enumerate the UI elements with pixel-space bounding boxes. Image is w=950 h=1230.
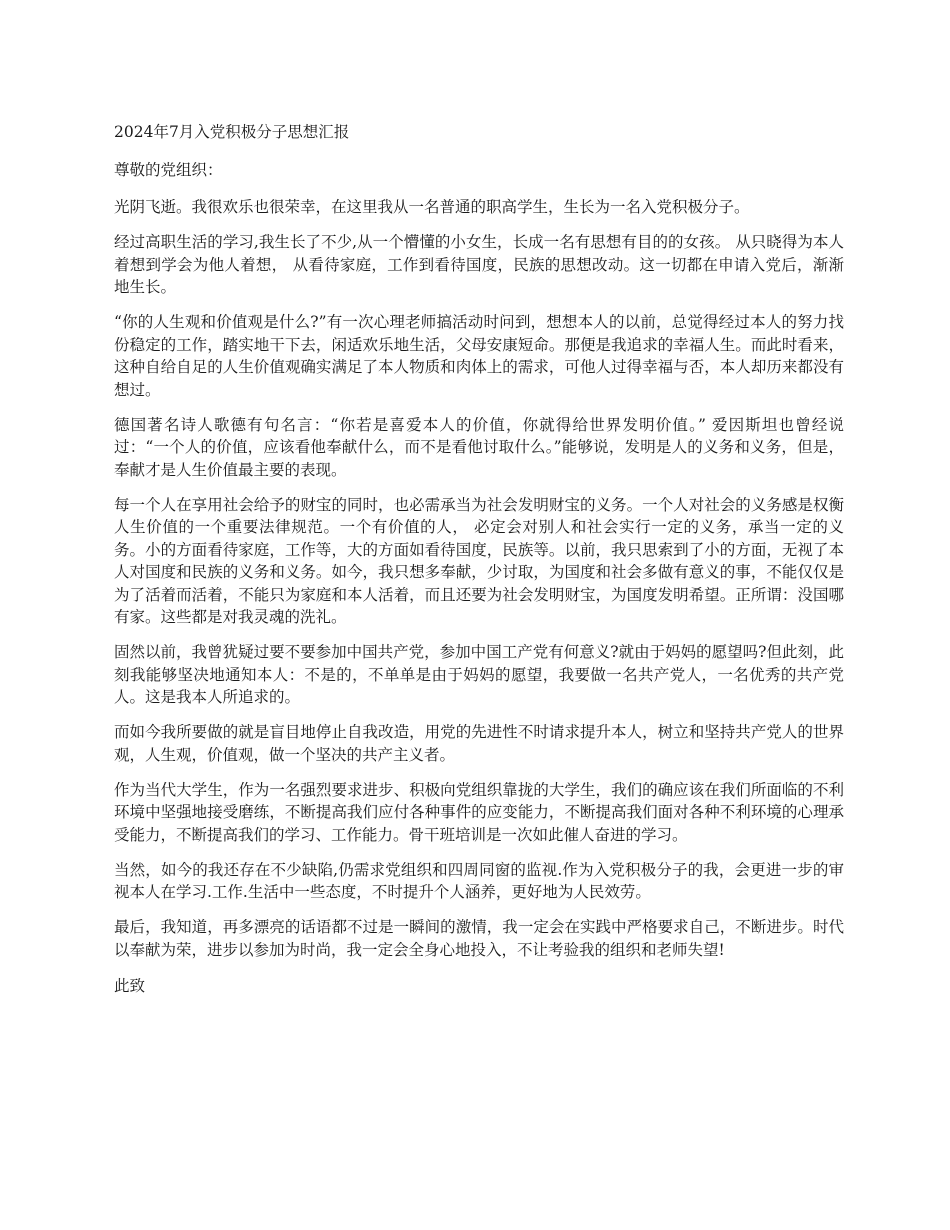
salutation: 尊敬的党组织： [114,161,223,179]
paragraph-7: 而如今我所要做的就是盲目地停止自我改造，用党的先进性不时请求提升本人，树立和坚持共产党人的世界观，人生观，价值观，做一个坚决的共产主义者。 [114,723,844,764]
document-title: 2024年7月入党积极分子思想汇报 [114,123,350,141]
paragraph-8: 作为当代大学生，作为一名强烈要求进步、积极向党组织靠拢的大学生，我们的确应该在我们所面临的不利环境中坚强地接受磨练，不断提高我们应付各种事件的应变能力，不断提高我们面对各种不利环境的心理承受能力，不断提高我们的学习、工作能力。骨干班培训是一次如此催人奋进的学习。 [114,780,844,844]
paragraph-3: “你的人生观和价值观是什么?”有一次心理老师搞活动时问到，想想本人的以前，总觉得经过本人的努力找份稳定的工作，踏实地干下去，闲适欢乐地生活，父母安康短命。那便是我追求的幸福人生。而此时看来，这种自给自足的人生价值观确实满足了本人物质和肉体上的需求，可他人过得幸福与否，本人却历来都没有想过。 [114,313,844,399]
document-page [114,120,844,998]
paragraph-4: 德国著名诗人歌德有句名言：“你若是喜爱本人的价值，你就得给世界发明价值。” 爱因斯坦也曾经说过：“一个人的价值，应该看他奉献什么，而不是看他讨取什么。”能够说，发明是人的义务和义务，但是，奉献才是人生价值最主要的表现。 [114,415,844,479]
paragraph-10: 最后，我知道，再多漂亮的话语都不过是一瞬间的激情，我一定会在实践中严格要求自己，不断进步。时代以奉献为荣，进步以参加为时尚，我一定会全身心地投入，不让考验我的组织和老师失望! [114,918,844,959]
paragraph-5: 每一个人在享用社会给予的财宝的同时，也必需承当为社会发明财宝的义务。一个人对社会的义务感是权衡人生价值的一个重要法律规范。一个有价值的人， 必定会对别人和社会实行一定的义务，承当一定的义务。小的方面看待家庭，工作等，大的方面如看待国度，民族等。以前，我只思索到了小的方面，无视了本人对国度和民族的义务和义务。如今，我只想多奉献，少讨取，为国度和社会多做有意义的事，不能仅仅是为了活着而活着，不能只为家庭和本人活着，而且还要为社会发明财宝，为国度发明希望。正所谓：没国哪有家。这些都是对我灵魂的洗礼。 [114,495,844,626]
paragraph-2: 经过高职生活的学习,我生长了不少,从一个懵懂的小女生，长成一名有思想有目的的女孩。 从只晓得为本人着想到学会为他人着想， 从看待家庭，工作到看待国度，民族的思想改动。这一切都在申请入党后，渐渐地生长。 [114,233,844,296]
paragraph-6: 固然以前，我曾犹疑过要不要参加中国共产党，参加中国工产党有何意义?就由于妈妈的愿望吗?但此刻，此刻我能够坚决地通知本人：不是的，不单单是由于妈妈的愿望，我要做一名共产党人，一名优秀的共产党人。这是我本人所追求的。 [114,643,844,706]
paragraph-1: 光阴飞逝。我很欢乐也很荣幸，在这里我从一名普通的职高学生，生长为一名入党积极分子。 [114,198,750,216]
closing-line: 此致 [114,976,146,995]
paragraph-9: 当然，如今的我还存在不少缺陷,仍需求党组织和四周同窗的监视.作为入党积极分子的我，会更进一步的审视本人在学习.工作.生活中一些态度，不时提升个人涵养，更好地为人民效劳。 [114,860,844,901]
